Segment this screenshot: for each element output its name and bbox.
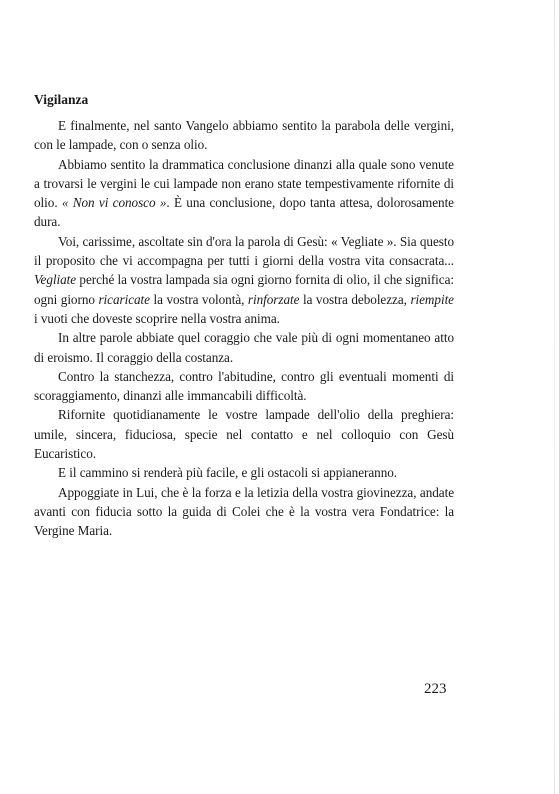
page-number: 223 xyxy=(424,681,447,697)
italic-text: riempite xyxy=(410,291,454,307)
italic-text: ricaricate xyxy=(98,291,150,307)
text-run: Rifornite quotidianamente le vostre lampade dell'olio della preghiera: umile, sincera, fiduciosa, specie nel contatto e nel colloquio con Gesù Eucaristico. xyxy=(34,407,454,462)
italic-text: rinforzate xyxy=(247,291,300,307)
text-run: In altre parole abbiate quel coraggio che vale più di ogni momentaneo atto di eroismo. Il coraggio della costanza. xyxy=(34,330,454,365)
text-run: E finalmente, nel santo Vangelo abbiamo sentito la parabola delle vergini, con le lampade, con o senza olio. xyxy=(34,118,454,153)
paragraph xyxy=(34,116,454,155)
italic-text: « Non vi conosco » xyxy=(61,195,167,211)
paragraph xyxy=(34,367,454,406)
text-run: Contro la stanchezza, contro l'abitudine, contro gli eventuali momenti di scoraggiamento, dinanzi alle immancabili difficoltà. xyxy=(34,368,454,404)
text-run: . È una conclusione, dopo tanta attesa, dolorosamente dura. xyxy=(34,195,454,230)
page-body xyxy=(34,91,454,541)
text-run: Appoggiate in Lui, che è la forza e la letizia della vostra giovinezza, andate avanti con fiducia sotto la guida di Colei che è la vostra vera Fondatrice: la Vergine Maria. xyxy=(34,484,454,539)
paragraph xyxy=(34,463,454,482)
text-run: perché la vostra lampada sia ogni giorno fornita di olio, il che significa: ogni giorno xyxy=(34,272,454,307)
text-run: Abbiamo sentito la drammatica conclusione dinanzi alla quale sono venute a trovarsi le vergini le cui lampade non erano state tempestivamente rifornite di olio. xyxy=(34,156,454,211)
paragraph xyxy=(34,155,454,232)
text-run: E il cammino si renderà più facile, e gli ostacoli si appianeranno. xyxy=(58,465,398,481)
text-run: la vostra debolezza, xyxy=(299,291,411,307)
paragraph xyxy=(34,483,454,541)
section-heading: Vigilanza xyxy=(34,92,89,107)
text-run: Voi, carissime, ascoltate sin d'ora la parola di Gesù: « Vegliate ». Sia questo il proposito che vi accompagna per tutti i giorni della vostra vita consacrata... xyxy=(34,233,454,269)
text-run: la vostra volontà, xyxy=(149,291,248,307)
italic-text: Vegliate xyxy=(34,272,77,288)
paragraph xyxy=(34,405,454,463)
paragraph xyxy=(34,328,454,367)
paragraph-list xyxy=(34,116,454,541)
text-run: i vuoti che doveste scoprire nella vostra anima. xyxy=(34,310,280,326)
page-edge xyxy=(554,0,555,794)
paragraph xyxy=(34,232,454,328)
